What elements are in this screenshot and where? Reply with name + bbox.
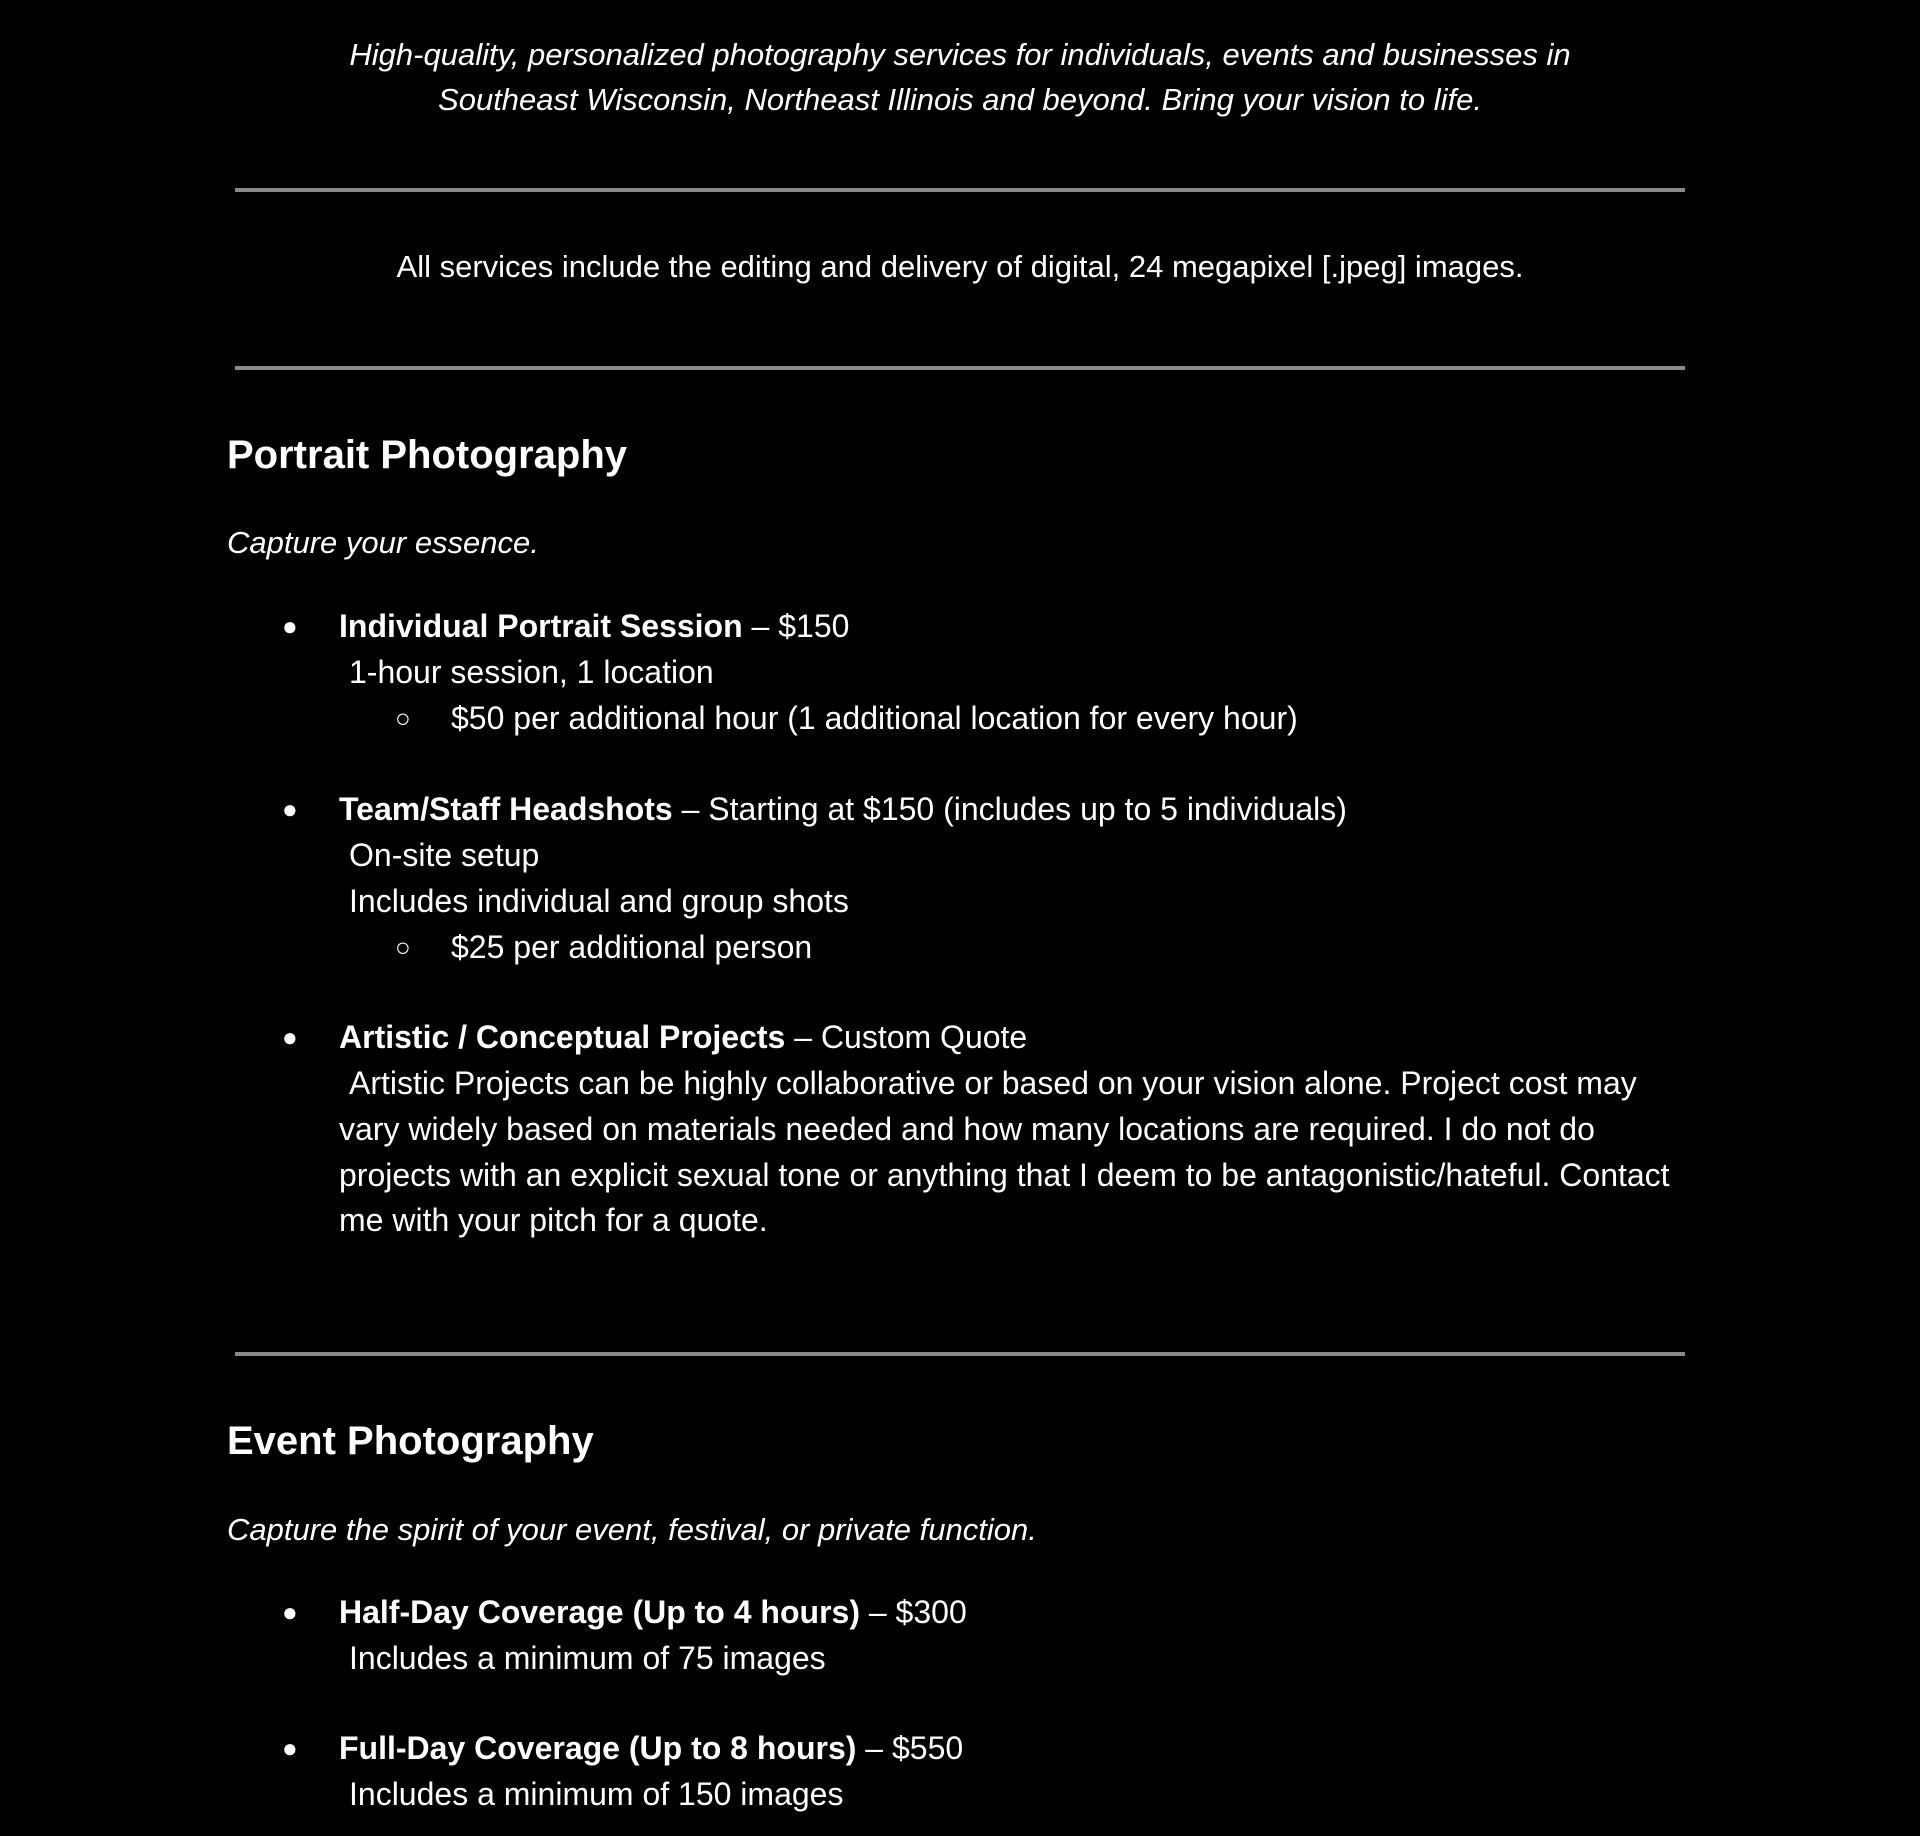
section-subtitle-event: Capture the spirit of your event, festival, or private function.	[227, 1512, 1037, 1547]
service-detail: 1-hour session, 1 location	[349, 654, 714, 690]
service-item-half-day	[339, 1590, 967, 1635]
section-title-portrait: Portrait Photography	[227, 433, 628, 477]
service-detail: Includes individual and group shots	[349, 883, 849, 919]
section-subtitle-portrait: Capture your essence.	[227, 525, 539, 560]
service-price: – Starting at $150 (includes up to 5 individuals)	[672, 791, 1347, 827]
service-detail: Includes a minimum of 150 images	[349, 1776, 844, 1812]
service-name: Full-Day Coverage (Up to 8 hours)	[339, 1730, 857, 1766]
service-item-artistic-projects	[339, 1015, 1027, 1060]
service-item-individual-portrait	[339, 604, 849, 649]
service-price: – Custom Quote	[785, 1019, 1028, 1055]
divider	[235, 1352, 1685, 1356]
tagline-line-2: Southeast Wisconsin, Northeast Illinois and beyond. Bring your vision to life.	[438, 82, 1482, 117]
services-note: All services include the editing and delivery of digital, 24 megapixel [.jpeg] images.	[396, 249, 1524, 284]
section-title-event: Event Photography	[227, 1419, 594, 1463]
service-detail: On-site setup	[349, 837, 540, 873]
bullet-disc-icon: ●	[282, 794, 298, 824]
bullet-disc-icon: ●	[282, 1022, 298, 1052]
divider	[235, 366, 1685, 370]
service-name: Artistic / Conceptual Projects	[339, 1019, 786, 1055]
bullet-disc-icon: ●	[282, 611, 298, 641]
bullet-circle-icon: ○	[395, 703, 411, 733]
service-price: – $300	[859, 1594, 967, 1630]
service-item-team-headshots	[339, 787, 1347, 832]
service-price: – $150	[742, 608, 850, 644]
tagline-line-1: High-quality, personalized photography services for individuals, events and businesses in	[349, 37, 1571, 72]
bullet-disc-icon: ●	[282, 1733, 298, 1763]
service-subdetail: $25 per additional person	[451, 929, 813, 965]
service-price: – $550	[856, 1730, 964, 1766]
bullet-disc-icon: ●	[282, 1597, 298, 1627]
service-detail: Includes a minimum of 75 images	[349, 1640, 826, 1676]
service-name: Team/Staff Headshots	[339, 791, 673, 827]
service-description: Artistic Projects can be highly collaborative or based on your vision alone. Project cost may vary widely based on materials needed and how many locations are required. I do not do projects with an explicit sexual tone or anything that I deem to be antagonistic/hateful. Contact me with your pitch for a quote.	[339, 1065, 1670, 1239]
service-name: Individual Portrait Session	[339, 608, 743, 644]
bullet-circle-icon: ○	[395, 932, 411, 962]
service-name: Half-Day Coverage (Up to 4 hours)	[339, 1594, 860, 1630]
service-subdetail: $50 per additional hour (1 additional location for every hour)	[451, 700, 1298, 736]
divider	[235, 188, 1685, 192]
service-item-full-day	[339, 1726, 963, 1771]
